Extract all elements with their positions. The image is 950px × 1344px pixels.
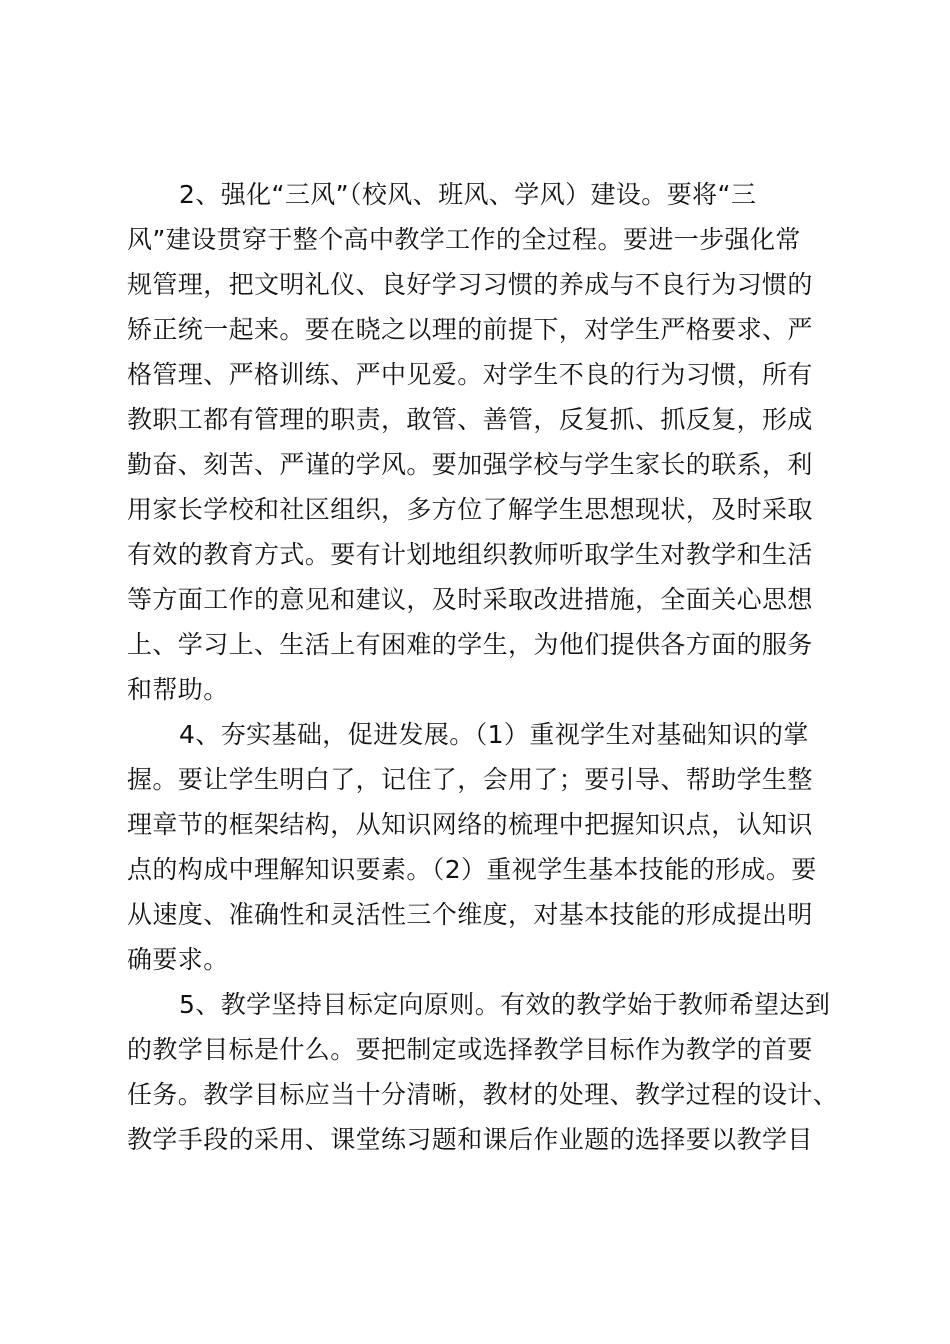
paragraph-line: 勤奋、刻苦、严谨的学风。要加强学校与学生家长的联系，利 <box>127 450 813 479</box>
paragraph-line: 的教学目标是什么。要把制定或选择教学目标作为教学的首要 <box>127 1035 813 1064</box>
paragraph-line: 握。要让学生明白了，记住了，会用了；要引导、帮助学生整 <box>127 765 813 794</box>
paragraph-line: 从速度、准确性和灵活性三个维度，对基本技能的形成提出明 <box>127 900 813 929</box>
paragraph-foundation <box>127 712 839 982</box>
paragraph-line: 用家长学校和社区组织，多方位了解学生思想现状，及时采取 <box>127 495 813 524</box>
paragraph-line: 规管理，把文明礼仪、良好学习习惯的养成与不良行为习惯的 <box>127 270 813 299</box>
paragraph-teaching-goals <box>127 982 839 1162</box>
paragraph-line: 点的构成中理解知识要素。（2）重视学生基本技能的形成。要 <box>127 855 817 884</box>
paragraph-line: 任务。教学目标应当十分清晰，教材的处理、教学过程的设计、 <box>127 1080 839 1109</box>
paragraph-line: 2、强化“三风”（校风、班风、学风）建设。要将“三 <box>179 180 757 209</box>
paragraph-line: 4、夯实基础，促进发展。（1）重视学生对基础知识的掌 <box>179 720 809 749</box>
document-body <box>127 172 839 1162</box>
paragraph-line: 理章节的框架结构，从知识网络的梳理中把握知识点，认知识 <box>127 810 813 839</box>
paragraph-line: 教学手段的采用、课堂练习题和课后作业题的选择要以教学目 <box>127 1125 813 1154</box>
paragraph-line: 矫正统一起来。要在晓之以理的前提下，对学生严格要求、严 <box>127 315 813 344</box>
paragraph-line: 有效的教育方式。要有计划地组织教师听取学生对教学和生活 <box>127 540 813 569</box>
paragraph-line: 教职工都有管理的职责，敢管、善管，反复抓、抓反复，形成 <box>127 405 813 434</box>
paragraph-line: 格管理、严格训练、严中见爱。对学生不良的行为习惯，所有 <box>127 360 813 389</box>
paragraph-line: 上、学习上、生活上有困难的学生，为他们提供各方面的服务 <box>127 630 813 659</box>
paragraph-three-styles <box>127 172 839 712</box>
paragraph-line: 5、教学坚持目标定向原则。有效的教学始于教师希望达到 <box>179 990 831 1019</box>
paragraph-line: 确要求。 <box>127 945 229 974</box>
paragraph-line: 和帮助。 <box>127 675 229 704</box>
paragraph-line: 等方面工作的意见和建议，及时采取改进措施，全面关心思想 <box>127 585 813 614</box>
paragraph-line: 风”建设贯穿于整个高中教学工作的全过程。要进一步强化常 <box>127 225 801 254</box>
